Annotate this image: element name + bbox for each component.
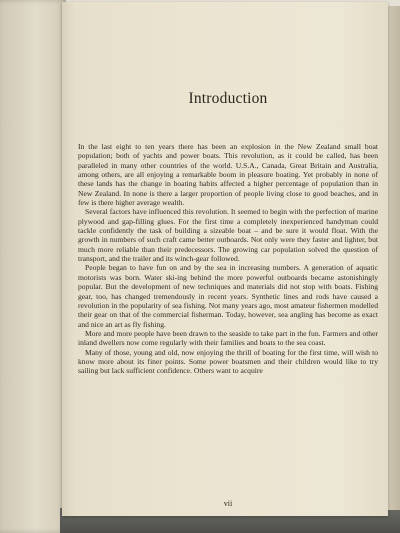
page-number: vii — [223, 499, 233, 508]
paragraph-1: In the last eight to ten years there has been an explosion in the New Zealand small boat population; both of yachts and power boats. This revolution, as it could be called, has been paralleled in many other countries of the world. U.S.A., Canada, Great Britain and Australia, among others, are all enjoying a remarkable boom in pleasure boating. Yet probably in none of these lands has the change in boating habits affected a higher percentage of population than in New Zealand. In none is there a larger proportion of people living close to good beaches, and in few is there higher average wealth. — [78, 142, 378, 208]
page-title: Introduction — [188, 90, 268, 107]
paragraph-5: Many of those, young and old, now enjoying the thrill of boating for the first time, will wish to know more about its finer points. Some power boatsmen and their children would like to try sailing but lack sufficient confidence. Others want to acquire — [78, 347, 378, 376]
book-page — [62, 2, 388, 516]
page-stack-edge — [388, 6, 400, 510]
facing-page-edge — [0, 0, 66, 533]
paragraph-3: People began to have fun on and by the sea in increasing numbers. A generation of aquatic motorists was born. Water ski-ing behind the more powerful outboards became astonishingly popular. But the development of new techniques and materials did not stop with boats. Fishing gear, too, has changed tremendously in recent years. Synthetic lines and rods have caused a revolution in the popularity of sea fishing. Not many years ago, most amateur fishermen modelled their gear on that of the commercial fisherman. Today, however, sea angling has become as exact and nice an art as fly fishing. — [78, 263, 378, 329]
paragraph-2: Several factors have influenced this revolution. It seemed to begin with the perfection of marine plywood and gap-filling glues. For the first time a completely inexperienced handyman could tackle confidently the task of building a sizeable boat – and be sure it would float. With the growth in numbers of such craft came better outboards. Not only were they faster and lighter, but much more reliable than their predecessors. The growing car population solved the question of transport, and the trailer and its winch-gear followed. — [78, 207, 378, 264]
paragraph-4: More and more people have been drawn to the seaside to take part in the fun. Farmers and other inland dwellers now come regularly with their families and boats to the sea coast. — [78, 328, 378, 348]
body-text — [78, 142, 378, 376]
